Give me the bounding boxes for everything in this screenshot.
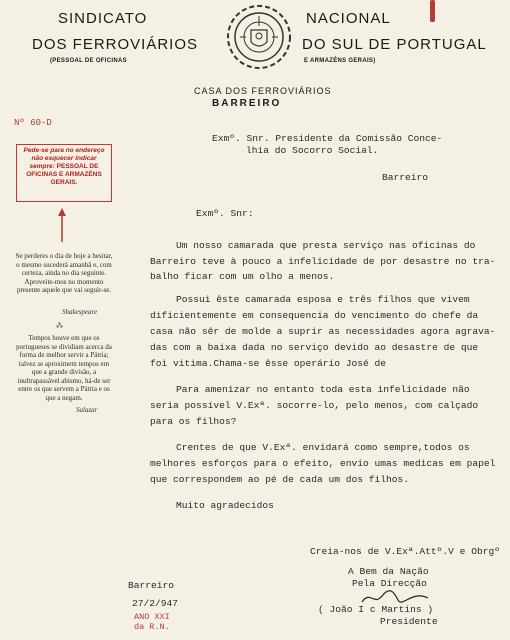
letterhead-left-sub: (PESSOAL DE OFICINAS: [50, 58, 127, 64]
letterhead-city: BARREIRO: [212, 98, 282, 109]
body-line: Crentes de que V.Exª. envidará como sempre,todos os: [176, 442, 470, 453]
quote-salazar: Tempos houve em que os portugueses se dividiam acerca da forma de melhor servir a Pátria; talvez se aproximem tempos em que a grande divisão, a inultrapassável abismo, há-de ser entre os que servem a Pátria e os que a negam.: [16, 334, 112, 402]
body-line: seria possível V.Exª. socorre-lo, pelo menos, com calçado: [150, 400, 479, 411]
notice-highlight: PESSOAL DE OFICINAS E ARMAZÉNS GERAIS.: [26, 163, 102, 186]
body-line: casa não sêr de molde a suprir as necessidades agora agrava-: [150, 326, 496, 337]
letterhead-left-line2: DOS FERROVIÁRIOS: [32, 36, 199, 53]
body-line: Possui êste camarada esposa e três filhos que vivem: [176, 294, 470, 305]
quote-shakespeare: Se perderes o dia de hoje a hesitar, o mesmo sucederá amanhã e, com certeza, ainda no dia seguinte. Aproveite-mos no momento presente aquele que vai seguir-se.: [15, 252, 113, 294]
letterhead-right-sub: E ARMAZÉNS GERAIS): [304, 58, 376, 64]
addressee-city: Barreiro: [382, 172, 429, 183]
union-seal-icon: [226, 4, 292, 70]
letterhead-left-line1: SINDICATO: [58, 10, 148, 27]
body-line: que correspondem ao pé de cada um dos filhos.: [150, 474, 410, 485]
closing-motto: A Bem da Nação: [348, 566, 429, 577]
greeting: Exmº. Snr:: [196, 208, 254, 219]
reference-number: Nº 60-D: [14, 118, 52, 128]
signatory-title: Presidente: [380, 616, 438, 627]
notice-text: Pede-se para no endereço não esquecer indicar sempre:: [23, 147, 105, 170]
quote-author-salazar: Salazar: [76, 406, 98, 414]
body-line: para os filhos?: [150, 416, 237, 427]
body-line: melhores esforços para o efeito, envio umas medicas em papel: [150, 458, 496, 469]
era-stamp-label: da R.N.: [134, 622, 170, 632]
era-stamp-year: ANO XXI: [134, 612, 170, 622]
signatory-name: ( João I c Martins ): [318, 604, 434, 615]
closing-line: Creia-nos de V.Exª.Attº.V e Obrgº: [310, 546, 500, 557]
addressee-line1: Exmº. Snr. Presidente da Comissão Conce-: [212, 133, 443, 144]
body-line: dificientemente em consequencia do vencimento do chefe da: [150, 310, 479, 321]
letterhead-right-line1: NACIONAL: [306, 10, 391, 27]
arrow-up-icon: [58, 208, 66, 242]
asterism-icon: ⁂: [56, 322, 63, 330]
footer-city: Barreiro: [128, 580, 175, 591]
body-line: Para amenizar no entanto toda esta infelicidade não: [176, 384, 470, 395]
letterhead-right-line2: DO SUL DE PORTUGAL: [302, 36, 487, 53]
body-line: Um nosso camarada que presta serviço nas oficinas do: [176, 240, 476, 251]
address-notice-box: [16, 144, 112, 202]
body-line: das com a baixa dada no serviço devido ao desastre de que: [150, 342, 479, 353]
quote-author-shakespeare: Shakespeare: [62, 308, 98, 316]
red-pen-mark: [430, 0, 435, 22]
addressee-line2: lhia do Socorro Social.: [246, 145, 379, 156]
body-line: Muito agradecidos: [176, 500, 274, 511]
letter-date: 27/2/947: [132, 598, 179, 609]
body-line: balho ficar com um olho a menos.: [150, 271, 335, 282]
closing-by: Pela Direcção: [352, 578, 427, 589]
body-line: Barreiro teve à pouco a infelicidade de por desastre no tra-: [150, 256, 496, 267]
letterhead-house: CASA DOS FERROVIÁRIOS: [194, 86, 332, 96]
body-line: foi vitima.Chama-se êsse operário José de: [150, 358, 387, 369]
